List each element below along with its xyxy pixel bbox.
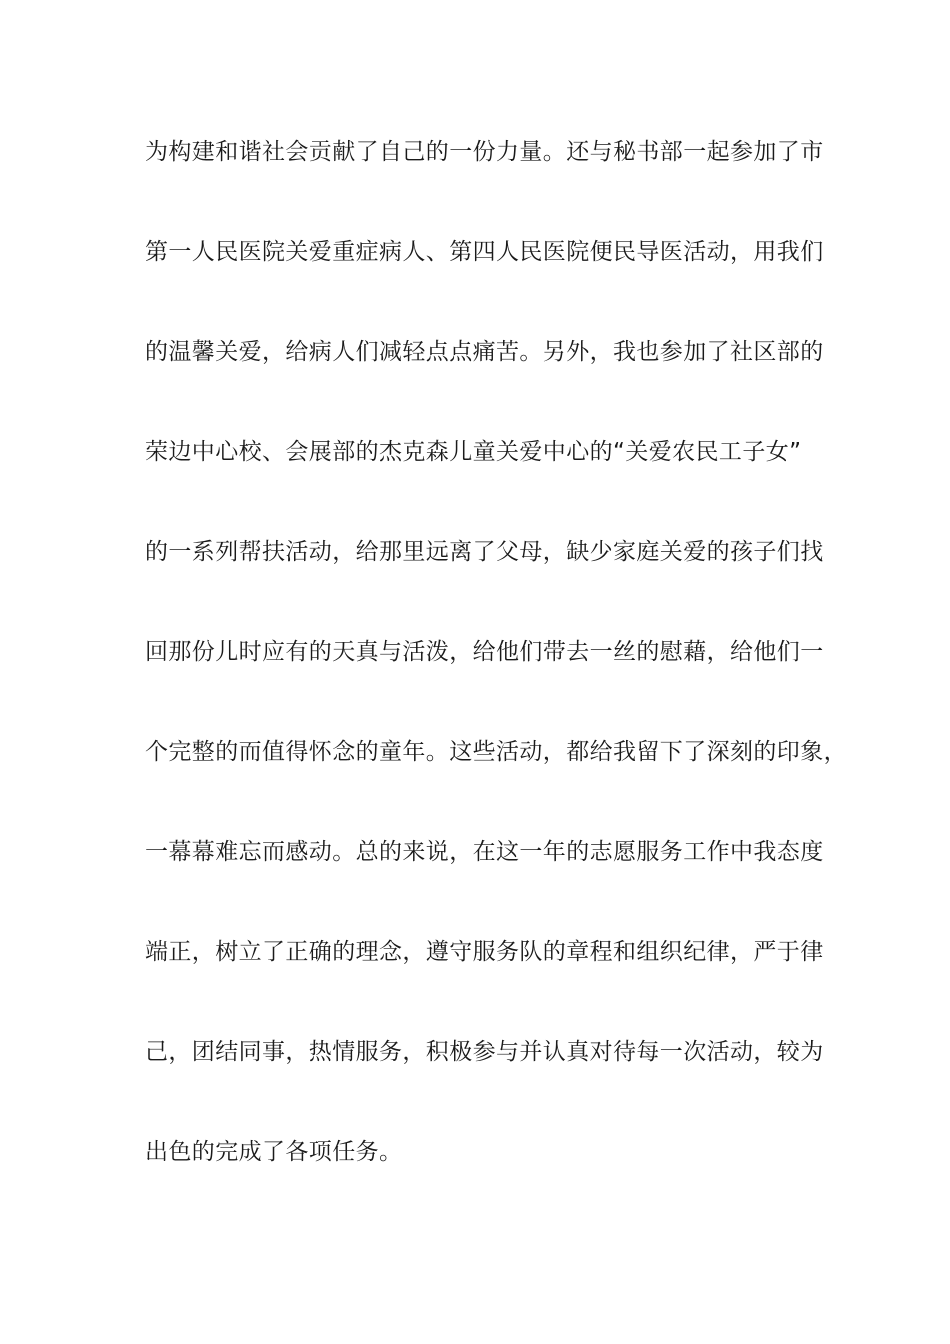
text-line: 己，团结同事，热情服务，积极参与并认真对待每一次活动，较为 — [145, 1039, 824, 1065]
text-line: 荣边中心校、会展部的杰克森儿童关爱中心的“关爱农民工子女” — [145, 439, 802, 465]
text-line: 个完整的而值得怀念的童年。这些活动，都给我留下了深刻的印象， — [145, 739, 847, 765]
text-line: 一幕幕难忘而感动。总的来说，在这一年的志愿服务工作中我态度 — [145, 839, 824, 865]
text-line: 的温馨关爱，给病人们减轻点点痛苦。另外，我也参加了社区部的 — [145, 339, 824, 365]
text-line: 端正，树立了正确的理念，遵守服务队的章程和组织纪律，严于律 — [145, 939, 824, 965]
text-line: 的一系列帮扶活动，给那里远离了父母，缺少家庭关爱的孩子们找 — [145, 539, 824, 565]
text-line: 出色的完成了各项任务。 — [145, 1139, 403, 1165]
text-line: 回那份儿时应有的天真与活泼，给他们带去一丝的慰藉，给他们一 — [145, 639, 824, 665]
document-body — [145, 132, 847, 1232]
text-line: 第一人民医院关爱重症病人、第四人民医院便民导医活动，用我们 — [145, 239, 824, 265]
text-line: 为构建和谐社会贡献了自己的一份力量。还与秘书部一起参加了市 — [145, 139, 824, 165]
